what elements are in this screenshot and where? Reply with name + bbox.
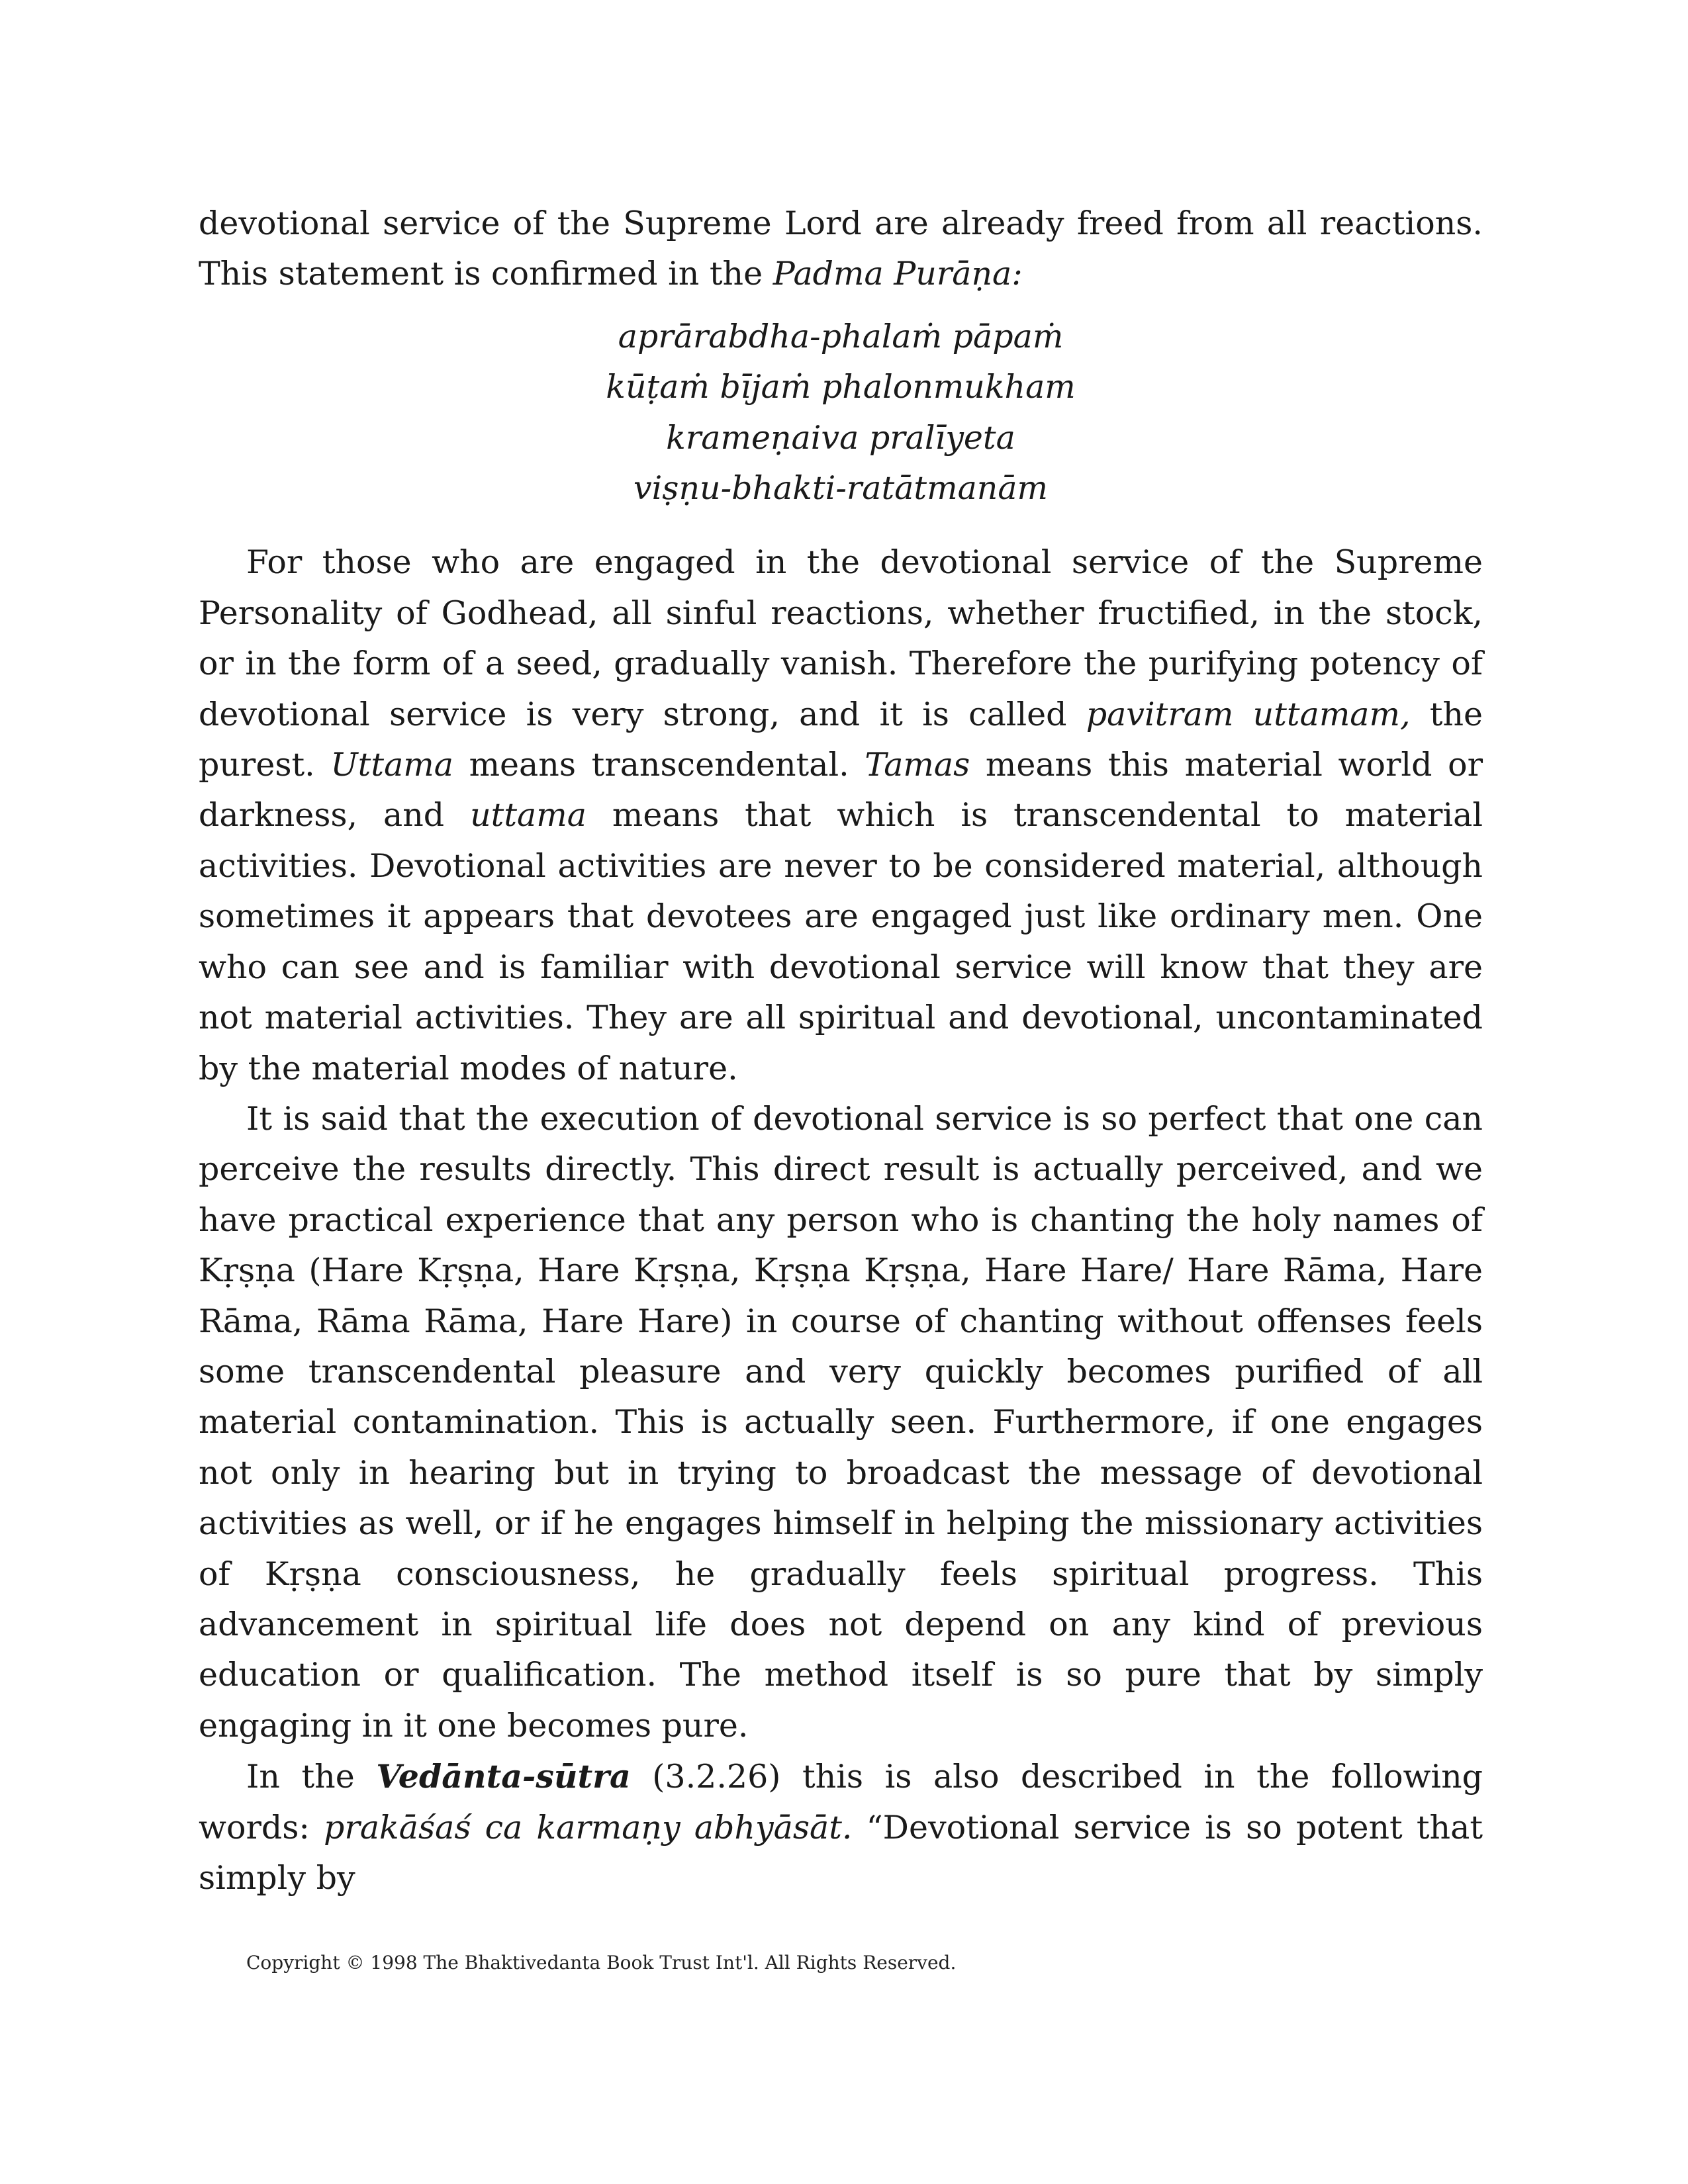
paragraph-1-text-a: For those who are engaged in the devotional service of the Supreme Personality of Godhead, all sinful reactions, whether fructified, in the stock, or in the form of a seed, gradually vanish. Therefore the purifying potency of devotional service is very strong, and it is called — [199, 543, 1483, 733]
vedanta-sutra-title: Vedānta-sūtra — [376, 1757, 631, 1796]
paragraph-3-text-b: (3.2.26) this is also described in the following words: — [199, 1758, 1483, 1846]
verse-line-1: aprārabdha-phalaṁ pāpaṁ — [618, 317, 1064, 355]
paragraph-1-text-c: means transcendental. — [453, 746, 865, 784]
paragraph-3-text-c: “Devotional service is so potent that simply by — [199, 1808, 1483, 1897]
term-uttama: Uttama — [330, 746, 453, 784]
paragraph-1-text-d: means this material world or darkness, and — [199, 746, 1483, 835]
page-body — [199, 199, 1483, 1903]
verse-line-3: krameṇaiva pralīyeta — [666, 418, 1015, 457]
intro-paragraph — [199, 199, 1483, 300]
verse-line-4: viṣṇu-bhakti-ratātmanām — [633, 469, 1049, 508]
term-uttama-2: uttama — [470, 796, 586, 835]
sutra-quote: prakāśaś ca karmaṇy abhyāsāt. — [324, 1808, 853, 1846]
verse-line-2: kūṭaṁ bījaṁ phalonmukham — [606, 368, 1076, 406]
purport-paragraph-2: It is said that the execution of devotional service is so perfect that one can perceive the results directly. This direct result is actually perceived, and we have practical experience that any person who is chanting the holy names of Kṛṣṇa (Hare Kṛṣṇa, Hare Kṛṣṇa, Kṛṣṇa Kṛṣṇa, Hare Hare/ Hare Rāma, Hare Rāma, Rāma Rāma, Hare Hare) in course of chanting without offenses feels some transcendental pleasure and very quickly becomes purified of all material contamination. This is actually seen. Furthermore, if one engages not only in hearing but in trying to broadcast the message of devotional activities as well, or if he engages himself in helping the missionary activities of Kṛṣṇa consciousness, he gradually feels spiritual progress. This advancement in spiritual life does not depend on any kind of previous education or qualification. The method itself is so pure that by simply engaging in it one becomes pure. — [199, 1099, 1483, 1745]
intro-text: devotional service of the Supreme Lord are already freed from all reactions. This statement is confirmed in the — [199, 205, 1483, 293]
padma-purana-title: Padma Purāṇa: — [773, 255, 1023, 293]
purport-paragraph-3 — [199, 1751, 1483, 1903]
paragraph-1-text-e: means that which is transcendental to material activities. Devotional activities are never to be considered material, although sometimes it appears that devotees are engaged just like ordinary men. One who can see and is familiar with devotional service will know that they are not material activities. They are all spiritual and devotional, uncontaminated by the material modes of nature. — [199, 796, 1483, 1087]
sanskrit-verse — [199, 312, 1483, 514]
copyright-footer: Copyright © 1998 The Bhaktivedanta Book Trust Int'l. All Rights Reserved. — [246, 1952, 957, 1974]
paragraph-1-text-b: the purest. — [199, 695, 1483, 784]
term-pavitram-uttamam: pavitram uttamam, — [1086, 695, 1411, 733]
purport-paragraph-1 — [199, 537, 1483, 1093]
term-tamas: Tamas — [865, 746, 970, 784]
paragraph-3-text-a: In the — [246, 1758, 377, 1796]
